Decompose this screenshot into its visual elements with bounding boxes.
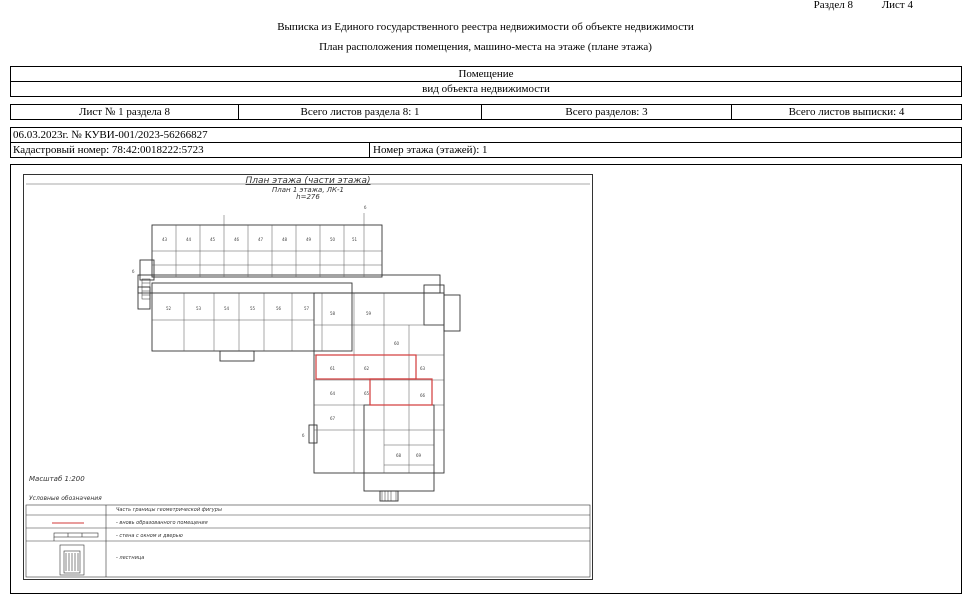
header-section-sheet: [788, 0, 913, 11]
svg-text:46: 46: [234, 237, 240, 242]
svg-text:66: 66: [420, 393, 426, 398]
legend-item: - стена с окном и дверью: [116, 533, 183, 539]
svg-text:64: 64: [330, 391, 336, 396]
plan-scale: Масштаб 1:200: [29, 475, 85, 483]
plan-subtitle: План 1 этажа, ЛК-1: [272, 186, 344, 194]
sheet-of-section: Лист № 1 раздела 8: [11, 105, 239, 119]
legend-stair-symbol: [60, 545, 84, 575]
object-type: Помещение: [10, 66, 962, 82]
svg-text:59: 59: [366, 311, 372, 316]
svg-text:60: 60: [394, 341, 400, 346]
svg-text:44: 44: [186, 237, 192, 242]
svg-text:48: 48: [282, 237, 288, 242]
floor-number: Номер этажа (этажей): 1: [373, 144, 488, 156]
plan-height-mark: h=276: [296, 193, 320, 201]
svg-text:б: б: [302, 433, 305, 438]
svg-text:58: 58: [330, 311, 336, 316]
svg-text:б: б: [364, 205, 367, 210]
total-sheets-section: Всего листов раздела 8: 1: [239, 105, 482, 119]
document-title: Выписка из Единого государственного реестра недвижимости об объекте недвижимости: [277, 21, 694, 33]
svg-text:43: 43: [162, 237, 168, 242]
svg-text:53: 53: [196, 306, 202, 311]
building-walls: [138, 225, 460, 501]
svg-text:б: б: [132, 269, 135, 274]
floor-plan-sheet: [23, 174, 593, 580]
svg-text:49: 49: [306, 237, 312, 242]
cadastral-number: Кадастровый номер: 78:42:0018222:5723: [13, 144, 204, 156]
svg-text:52: 52: [166, 306, 172, 311]
svg-text:55: 55: [250, 306, 256, 311]
svg-text:61: 61: [330, 366, 336, 371]
doc-date-number: 06.03.2023г. № КУВИ-001/2023-56266827: [10, 127, 962, 143]
legend-wall-symbol: [54, 533, 98, 541]
svg-text:51: 51: [352, 237, 358, 242]
legend-item: - лестница: [116, 555, 145, 561]
total-sheets-extract: Всего листов выписки: 4: [788, 106, 905, 118]
stairs: [142, 279, 396, 501]
svg-text:65: 65: [364, 391, 370, 396]
svg-text:57: 57: [304, 306, 310, 311]
svg-text:50: 50: [330, 237, 336, 242]
svg-text:47: 47: [258, 237, 264, 242]
total-sections: Всего разделов: 3: [482, 105, 732, 119]
svg-text:63: 63: [420, 366, 426, 371]
legend-table: [26, 505, 590, 577]
floor-plan-drawing: [24, 175, 592, 579]
sheets-row: [10, 104, 962, 120]
svg-text:68: 68: [396, 453, 402, 458]
sheet-label: Лист 4: [881, 0, 913, 11]
svg-text:67: 67: [330, 416, 336, 421]
room-partitions: [152, 213, 444, 473]
svg-text:54: 54: [224, 306, 230, 311]
svg-text:62: 62: [364, 366, 370, 371]
svg-text:56: 56: [276, 306, 282, 311]
svg-text:45: 45: [210, 237, 216, 242]
cadastral-row: [10, 142, 962, 158]
section-label: Раздел 8: [813, 0, 853, 11]
document-subtitle: План расположения помещения, машино-места на этаже (плане этажа): [319, 41, 652, 53]
legend-title: Условные обозначения: [29, 495, 102, 502]
svg-text:69: 69: [416, 453, 422, 458]
legend-item: Часть границы геометрической фигуры: [116, 507, 222, 513]
legend-item: - вновь образованного помещения: [116, 520, 208, 526]
plan-title: План этажа (части этажа): [245, 176, 371, 186]
object-type-caption: вид объекта недвижимости: [10, 81, 962, 97]
